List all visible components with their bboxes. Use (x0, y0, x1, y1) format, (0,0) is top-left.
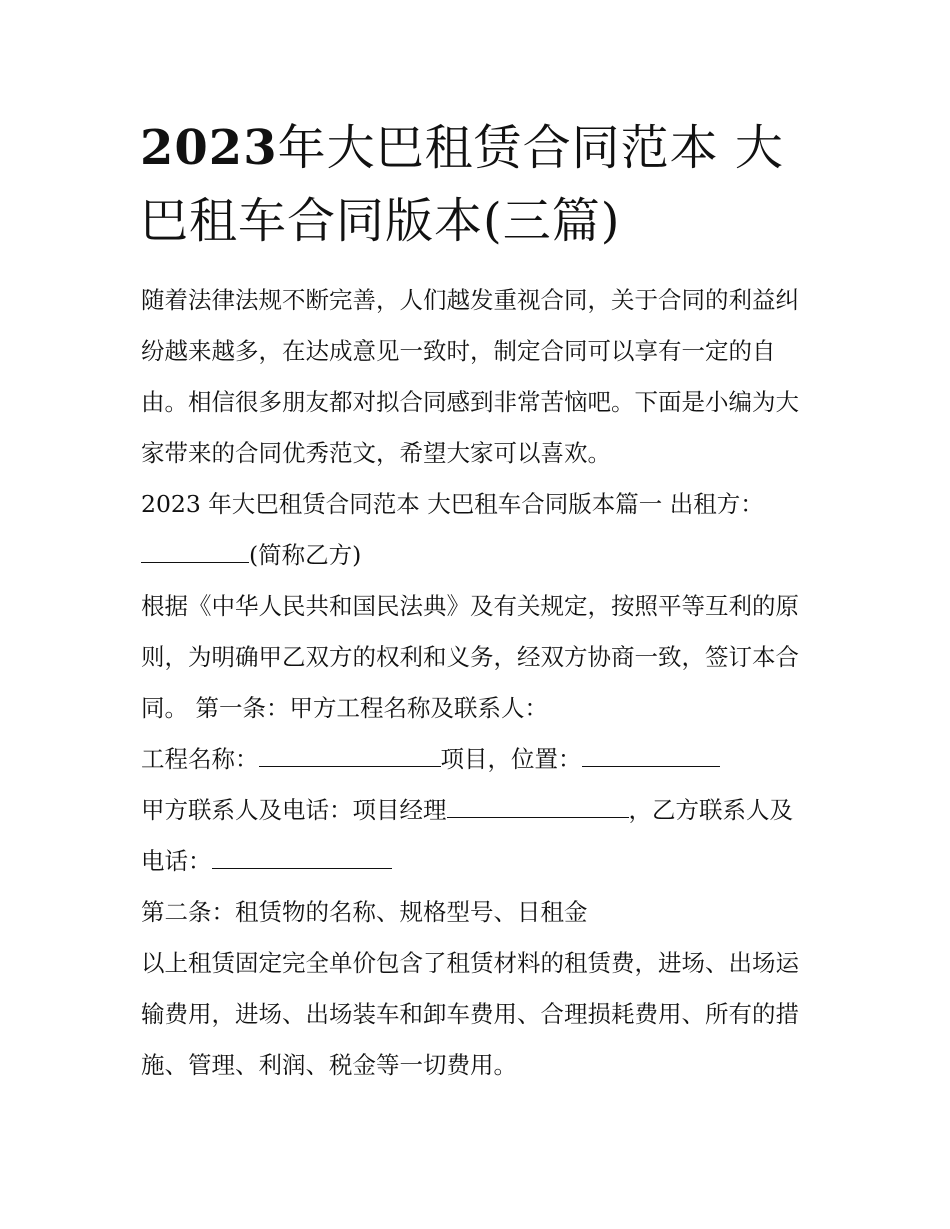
lessee-name-blank (141, 542, 249, 563)
contact-label: 甲方联系人及电话：项目经理 (141, 796, 447, 824)
title-year: 2023 (140, 120, 278, 176)
project-line (141, 734, 813, 785)
intro-paragraph: 随着法律法规不断完善，人们越发重视合同，关于合同的利益纠纷越来越多，在达成意见一致时，制定合同可以享有一定的自由。相信很多朋友都对拟合同感到非常苦恼吧。下面是小编为大家带来的合同优秀范文，希望大家可以喜欢。 (141, 286, 799, 467)
section1-heading: 2023 年大巴租赁合同范本 大巴租车合同版本篇一 出租方： (141, 490, 764, 518)
project-name-blank (259, 746, 441, 767)
lessee-contact-blank (212, 848, 392, 869)
article2-heading: 第二条：租赁物的名称、规格型号、日租金 (141, 898, 588, 926)
project-name-label: 工程名称： (141, 745, 259, 773)
manager-blank (447, 797, 629, 818)
basis-paragraph: 根据《中华人民共和国民法典》及有关规定，按照平等互利的原则，为明确甲乙双方的权利和义务，经双方协商一致，签订本合同。 第一条：甲方工程名称及联系人： (141, 592, 799, 722)
title-text: 年大巴租赁合同范本 大巴租车合同版本(三篇) (140, 120, 784, 249)
document-body (141, 275, 813, 1091)
project-location-blank (582, 746, 720, 767)
document-title (140, 112, 820, 258)
price-note-paragraph: 以上租赁固定完全单价包含了租赁材料的租赁费，进场、出场运输费用，进场、出场装车和卸车费用、合理损耗费用、所有的措施、管理、利润、税金等一切费用。 (141, 949, 799, 1079)
lessee-line (141, 530, 813, 581)
lessee-abbrev: (简称乙方) (249, 541, 362, 569)
contact-mid: ，乙方联系人及电话： (141, 796, 793, 875)
contact-paragraph (141, 785, 813, 887)
project-location-label: 项目，位置： (440, 745, 582, 773)
